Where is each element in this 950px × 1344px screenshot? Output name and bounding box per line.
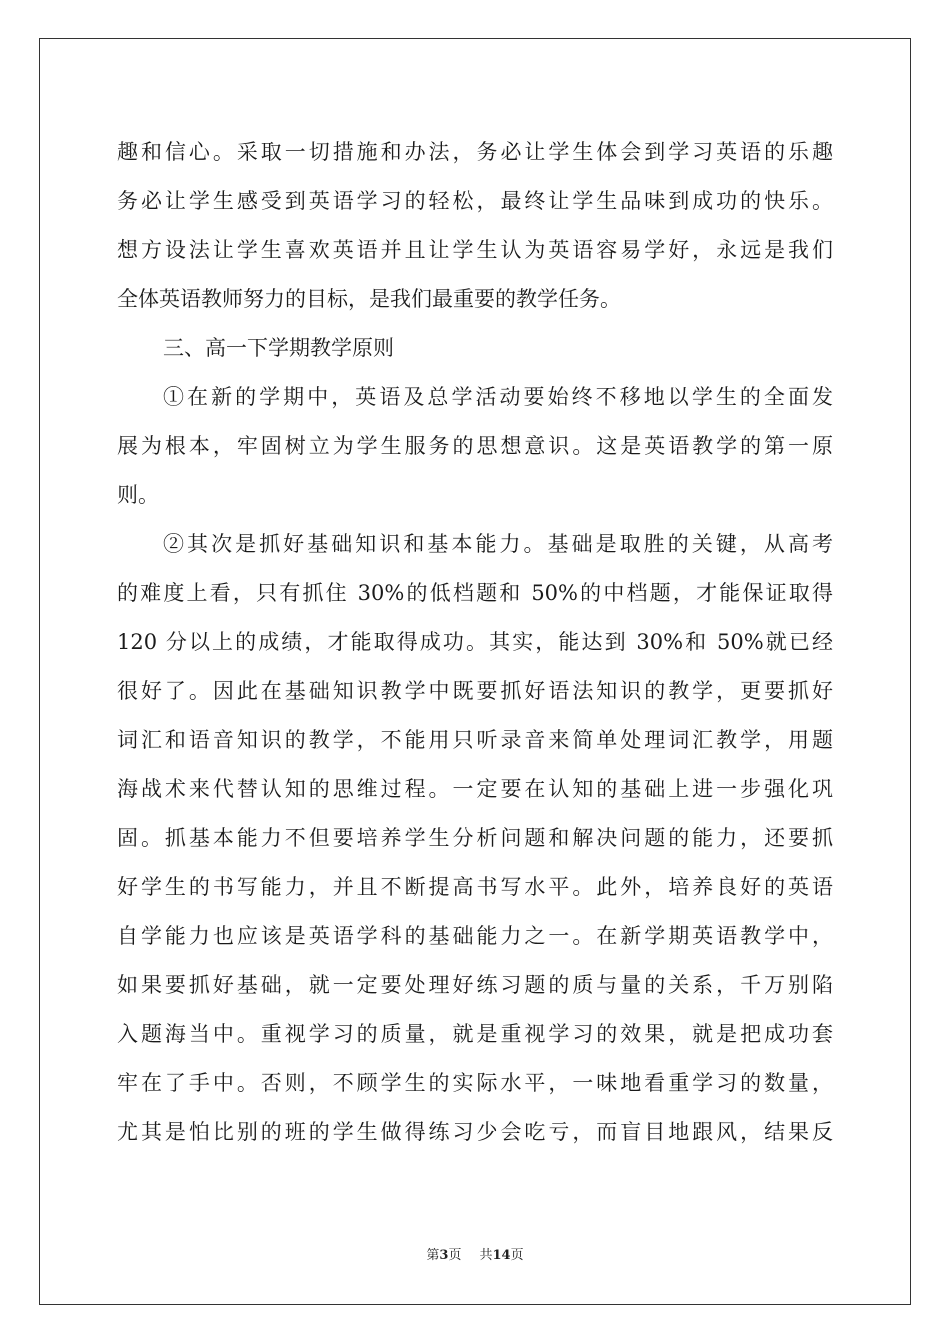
text-line: 的难度上看，只有抓住 30%的低档题和 50%的中档题，才能保证取得 bbox=[117, 581, 833, 605]
text-line: 想方设法让学生喜欢英语并且让学生认为英语容易学好，永远是我们 bbox=[117, 238, 833, 262]
text-line: 入题海当中。重视学习的质量，就是重视学习的效果，就是把成功套 bbox=[117, 1022, 833, 1046]
text-line: ①在新的学期中，英语及总学活动要始终不移地以学生的全面发 bbox=[163, 385, 833, 409]
page-suffix: 页 bbox=[448, 1248, 462, 1263]
text-line: 务必让学生感受到英语学习的轻松，最终让学生品味到成功的快乐。 bbox=[117, 189, 833, 213]
total-suffix: 页 bbox=[510, 1248, 524, 1263]
page-current: 3 bbox=[439, 1248, 449, 1263]
total-prefix: 共 bbox=[479, 1248, 493, 1263]
text-line: 如果要抓好基础，就一定要处理好练习题的质与量的关系，千万别陷 bbox=[117, 973, 833, 997]
text-line: 尤其是怕比别的班的学生做得练习少会吃亏，而盲目地跟风，结果反 bbox=[117, 1120, 833, 1144]
text-line: 则。 bbox=[117, 483, 159, 507]
text-line: 牢在了手中。否则，不顾学生的实际水平，一味地看重学习的数量， bbox=[117, 1071, 833, 1095]
document-body bbox=[117, 128, 833, 1157]
page-footer bbox=[0, 1246, 950, 1266]
page-prefix: 第 bbox=[426, 1248, 440, 1263]
text-line: 全体英语教师努力的目标，是我们最重要的教学任务。 bbox=[117, 287, 621, 311]
text-line: 很好了。因此在基础知识教学中既要抓好语法知识的教学，更要抓好 bbox=[117, 679, 833, 703]
page-total: 14 bbox=[492, 1248, 511, 1263]
text-line: 三、高一下学期教学原则 bbox=[163, 336, 394, 360]
text-line: 120 分以上的成绩，才能取得成功。其实，能达到 30%和 50%就已经 bbox=[117, 630, 833, 654]
text-line: 展为根本，牢固树立为学生服务的思想意识。这是英语教学的第一原 bbox=[117, 434, 833, 458]
text-line: 海战术来代替认知的思维过程。一定要在认知的基础上进一步强化巩 bbox=[117, 777, 833, 801]
text-line: 自学能力也应该是英语学科的基础能力之一。在新学期英语教学中， bbox=[117, 924, 833, 948]
text-line: 好学生的书写能力，并且不断提高书写水平。此外，培养良好的英语 bbox=[117, 875, 833, 899]
text-line: 固。抓基本能力不但要培养学生分析问题和解决问题的能力，还要抓 bbox=[117, 826, 833, 850]
text-line: 词汇和语音知识的教学，不能用只听录音来简单处理词汇教学，用题 bbox=[117, 728, 833, 752]
text-line: ②其次是抓好基础知识和基本能力。基础是取胜的关键，从高考 bbox=[163, 532, 833, 556]
text-line: 趣和信心。采取一切措施和办法，务必让学生体会到学习英语的乐趣 bbox=[117, 140, 833, 164]
